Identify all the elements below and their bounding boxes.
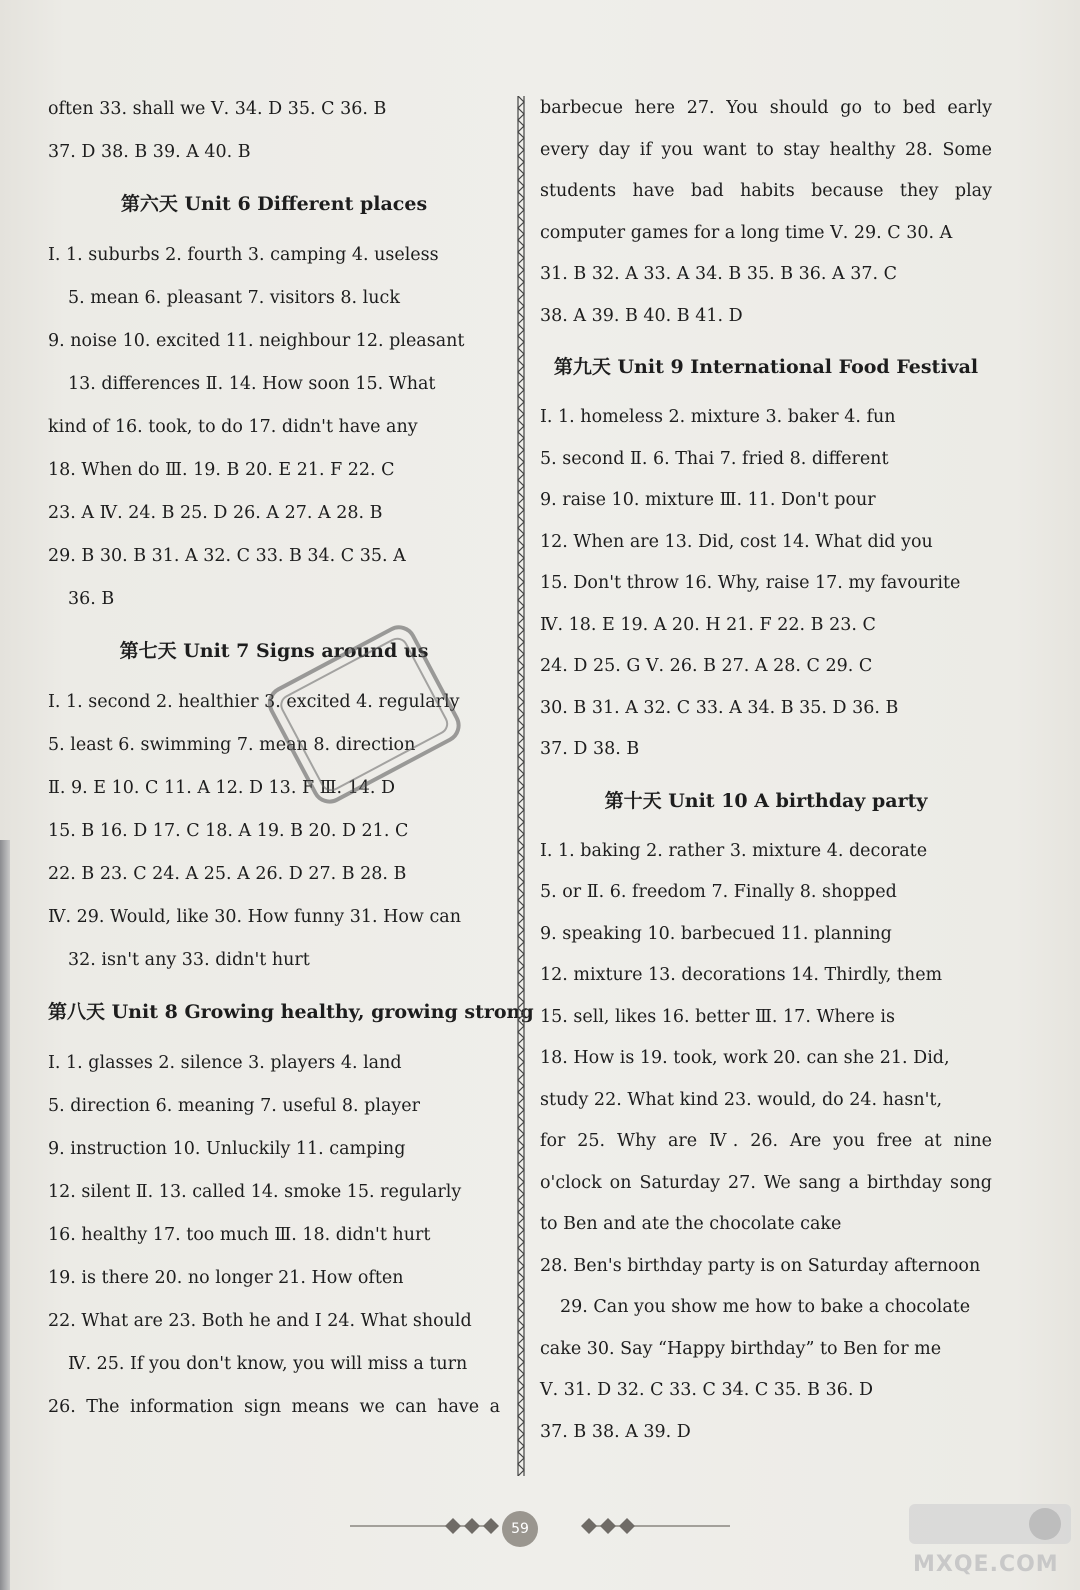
watermark-logo-icon	[905, 1500, 1075, 1548]
publisher-stamp	[262, 612, 467, 817]
answer-line: 5. second Ⅱ. 6. Thai 7. fried 8. different	[540, 448, 889, 469]
answer-line: computer games for a long time Ⅴ. 29. C 30. A	[540, 222, 953, 243]
column-divider	[516, 96, 526, 1476]
answer-line: kind of 16. took, to do 17. didn't have any	[48, 417, 418, 437]
answer-line: 30. B 31. A 32. C 33. A 34. B 35. D 36. B	[540, 697, 899, 718]
answer-line: 13. differences Ⅱ. 14. How soon 15. What	[68, 374, 436, 394]
answer-line: 5. direction 6. meaning 7. useful 8. player	[48, 1096, 421, 1116]
answer-line: 9. raise 10. mixture Ⅲ. 11. Don't pour	[540, 490, 876, 510]
answer-line: every day if you want to stay healthy 28. Some	[540, 139, 992, 160]
watermark-url: MXQE.COM	[913, 1552, 1059, 1577]
section-heading: 第六天 Unit 6 Different places	[120, 193, 428, 215]
answer-line: 38. A 39. B 40. B 41. D	[540, 305, 743, 326]
answer-line: 12. mixture 13. decorations 14. Thirdly, them	[540, 965, 943, 985]
section-heading: 第八天 Unit 8 Growing healthy, growing strong	[48, 1001, 534, 1023]
answer-line: for 25. Why are Ⅳ. 26. Are you free at nine	[540, 1131, 992, 1151]
answer-line: 18. How is 19. took, work 20. can she 21. Did,	[540, 1048, 950, 1068]
answer-line: study 22. What kind 23. would, do 24. hasn't,	[540, 1089, 943, 1110]
answer-line: 24. D 25. G Ⅴ. 26. B 27. A 28. C 29. C	[540, 656, 873, 676]
answer-line: Ⅳ. 18. E 19. A 20. H 21. F 22. B 23. C	[540, 614, 876, 635]
section-heading: 第七天 Unit 7 Signs around us	[119, 640, 429, 662]
answer-line: Ⅰ. 1. suburbs 2. fourth 3. camping 4. useless	[48, 245, 439, 265]
answer-line: 5. least 6. swimming 7. mean 8. direction	[48, 735, 416, 755]
answer-line: o'clock on Saturday 27. We sang a birthday song	[540, 1172, 992, 1193]
answer-line: Ⅰ. 1. second 2. healthier 3. excited 4. regularly	[48, 692, 460, 712]
answer-line: 15. sell, likes 16. better Ⅲ. 17. Where is	[540, 1006, 895, 1027]
answer-line: cake 30. Say “Happy birthday” to Ben for me	[540, 1338, 942, 1359]
answer-line: Ⅰ. 1. baking 2. rather 3. mixture 4. decorate	[540, 840, 928, 861]
answer-line: Ⅰ. 1. homeless 2. mixture 3. baker 4. fun	[540, 407, 896, 427]
page-edge-shadow	[0, 840, 10, 1590]
answer-line: 37. B 38. A 39. D	[540, 1421, 691, 1442]
answer-line: often 33. shall we Ⅴ. 34. D 35. C 36. B	[48, 99, 387, 119]
answer-line: 36. B	[68, 589, 115, 609]
answer-line: 5. or Ⅱ. 6. freedom 7. Finally 8. shopped	[540, 882, 897, 902]
answer-line: Ⅴ. 31. D 32. C 33. C 34. C 35. B 36. D	[540, 1380, 874, 1400]
answer-line: 28. Ben's birthday party is on Saturday afternoon	[540, 1255, 981, 1276]
answer-line: 22. B 23. C 24. A 25. A 26. D 27. B 28. B	[48, 864, 407, 884]
answer-line: 37. D 38. B	[540, 739, 640, 759]
answer-line: students have bad habits because they play	[540, 181, 992, 201]
answer-line: Ⅱ. 9. E 10. C 11. A 12. D 13. F Ⅲ. 14. D	[48, 778, 396, 798]
answer-line: 23. A Ⅳ. 24. B 25. D 26. A 27. A 28. B	[48, 503, 383, 523]
answer-line: 26. The information sign means we can have a	[48, 1397, 500, 1417]
answer-line: 15. B 16. D 17. C 18. A 19. B 20. D 21. C	[48, 821, 409, 841]
answer-line: Ⅳ. 29. Would, like 30. How funny 31. How can	[48, 907, 461, 927]
answer-line: 32. isn't any 33. didn't hurt	[68, 950, 310, 970]
site-watermark	[905, 1500, 1075, 1588]
answer-line: 12. When are 13. Did, cost 14. What did you	[540, 531, 933, 552]
answer-line: 37. D 38. B 39. A 40. B	[48, 142, 251, 162]
answer-line: Ⅳ. 25. If you don't know, you will miss a turn	[68, 1354, 468, 1374]
answer-line: 29. Can you show me how to bake a chocolate	[560, 1297, 971, 1317]
answer-line: 5. mean 6. pleasant 7. visitors 8. luck	[68, 288, 400, 308]
page-number: 59	[502, 1511, 538, 1547]
answer-line: 22. What are 23. Both he and I 24. What should	[48, 1311, 472, 1331]
answer-line: barbecue here 27. You should go to bed early	[540, 98, 992, 118]
answer-line: 19. is there 20. no longer 21. How often	[48, 1268, 404, 1288]
answer-line: 9. noise 10. excited 11. neighbour 12. pleasant	[48, 331, 465, 351]
answer-line: 16. healthy 17. too much Ⅲ. 18. didn't hurt	[48, 1225, 431, 1245]
answer-line: 15. Don't throw 16. Why, raise 17. my favourite	[540, 573, 961, 593]
answer-line: 12. silent Ⅱ. 13. called 14. smoke 15. regularly	[48, 1182, 462, 1202]
answer-line: 9. instruction 10. Unluckily 11. camping	[48, 1139, 406, 1159]
answer-line: 9. speaking 10. barbecued 11. planning	[540, 923, 892, 944]
section-heading: 第十天 Unit 10 A birthday party	[604, 789, 928, 812]
answer-line: to Ben and ate the chocolate cake	[540, 1214, 842, 1234]
page-footer-ornament	[340, 1506, 740, 1546]
answer-line: 29. B 30. B 31. A 32. C 33. B 34. C 35. A	[48, 546, 406, 566]
right-column	[540, 88, 992, 1453]
section-heading: 第九天 Unit 9 International Food Festival	[553, 356, 979, 378]
answer-line: 31. B 32. A 33. A 34. B 35. B 36. A 37. C	[540, 264, 898, 284]
answer-line: Ⅰ. 1. glasses 2. silence 3. players 4. land	[48, 1053, 402, 1073]
answer-line: 18. When do Ⅲ. 19. B 20. E 21. F 22. C	[48, 460, 395, 480]
